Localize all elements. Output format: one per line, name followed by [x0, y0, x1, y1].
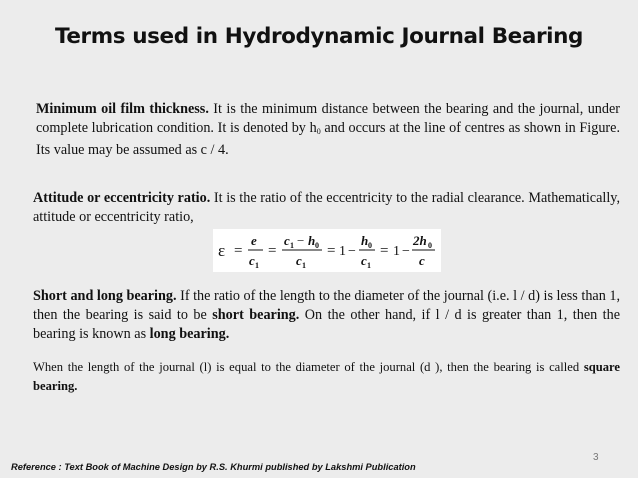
eccentricity-equation: [213, 229, 441, 272]
eq-c1-numerator: c: [284, 233, 290, 248]
eq-h0-fraction-num-sub: 0: [368, 241, 372, 250]
reference-note: Reference : Text Book of Machine Design by R.S. Khurmi published by Lakshmi Publication: [11, 462, 416, 472]
eq-e-numerator: e: [251, 233, 257, 248]
attitude-text: It is the ratio of the eccentricity to the radial clearance. Mathematically, attitude or eccentricity ratio,: [33, 190, 621, 225]
eq-h0-numerator-sub: 0: [315, 241, 319, 250]
eq-c1-fraction-den-sub: 1: [367, 261, 371, 270]
square-paragraph: [33, 358, 620, 396]
eq-c1-fraction-den: c: [361, 253, 367, 268]
eq-minus-2: −: [402, 244, 410, 259]
eq-2h0-numerator: 2h: [413, 233, 427, 248]
page-number: 3: [593, 452, 599, 463]
eq-c1-numerator-sub: 1: [290, 241, 294, 250]
attitude-paragraph: [33, 189, 620, 227]
short-bearing-label: short bearing.: [212, 307, 300, 323]
eq-c1-denominator-sub: 1: [255, 261, 259, 270]
short-long-text-1: If the ratio of the length to the diameter of the journal (i.e. l / d) is less than 1, then the bearing is said to be: [33, 288, 620, 323]
slide-title: Terms used in Hydrodynamic Journal Bearing: [54, 24, 584, 49]
eq-equals-1: =: [234, 243, 243, 259]
eq-h0-fraction-num: h: [361, 233, 369, 248]
eq-one-1: 1: [339, 244, 346, 259]
eq-c1-denominator-2-sub: 1: [302, 261, 306, 270]
short-long-text-2: On the other hand, if l / d is greater than 1, then the bearing is known as: [33, 307, 621, 342]
attitude-term: Attitude or eccentricity ratio.: [33, 190, 211, 206]
square-text: When the length of the journal (l) is equal to the diameter of the journal (d ), then the bearing is called: [33, 360, 584, 374]
min-film-subscript: 0: [316, 127, 321, 136]
eq-2h0-numerator-sub: 0: [428, 241, 432, 250]
min-film-text-before: It is the minimum distance between the bearing and the journal, under complete lubrication condition. It is denoted by h: [36, 101, 620, 136]
eq-equals-4: =: [380, 243, 389, 259]
eq-minus-1: −: [348, 244, 356, 259]
eq-minus-numerator: −: [297, 233, 305, 248]
eq-h0-numerator: h: [308, 233, 316, 248]
eq-epsilon: ε: [218, 241, 226, 260]
eq-equals-3: =: [327, 243, 336, 259]
square-bearing-label: square bearing.: [33, 360, 620, 393]
short-long-paragraph: [33, 287, 620, 344]
eq-c-denominator: c: [419, 253, 425, 268]
short-long-term: Short and long bearing.: [33, 288, 177, 304]
long-bearing-label: long bearing.: [149, 326, 230, 342]
equation-svg: [213, 229, 441, 272]
min-film-paragraph: [36, 100, 620, 160]
eq-c1-denominator: c: [249, 253, 255, 268]
eq-c1-denominator-2: c: [296, 253, 302, 268]
eq-equals-2: =: [268, 243, 277, 259]
eq-one-2: 1: [393, 244, 400, 259]
min-film-term: Minimum oil film thickness.: [36, 101, 209, 117]
min-film-text-after: and occurs at the line of centres as shown in Figure. Its value may be assumed as c / 4.: [36, 120, 621, 158]
